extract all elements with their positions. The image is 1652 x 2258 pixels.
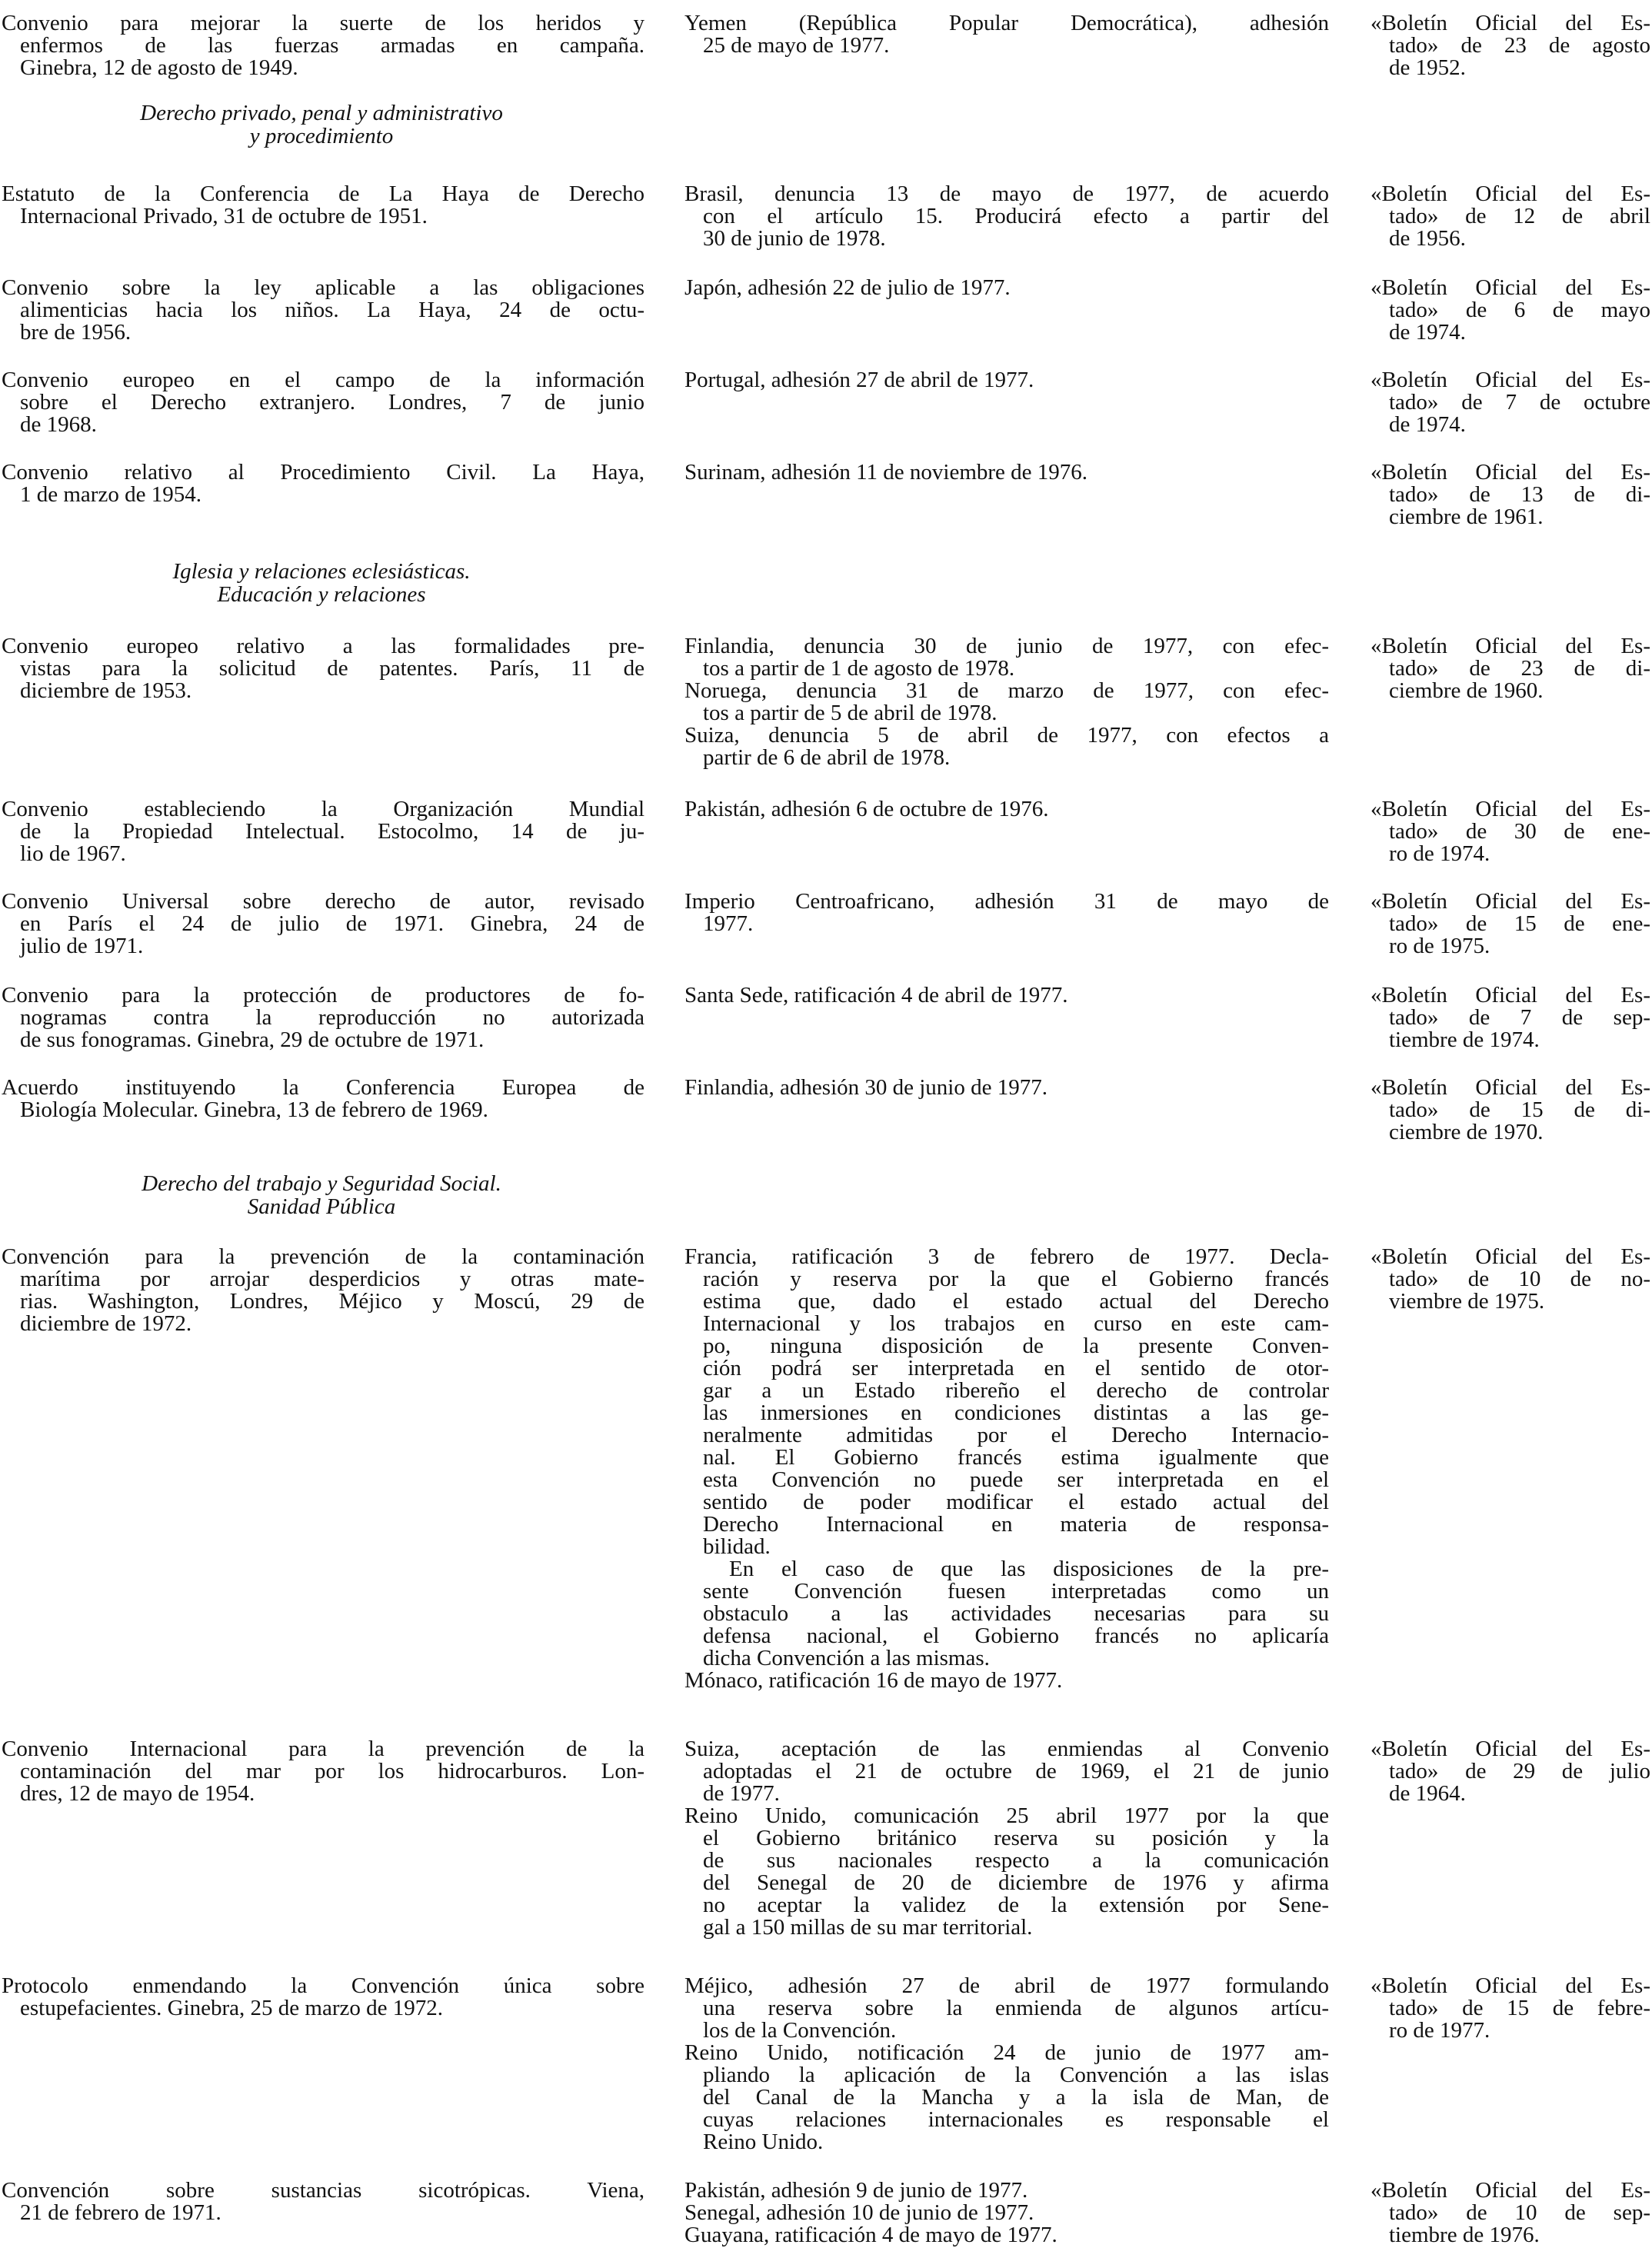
text-line: Convención para la prevención de la contaminación bbox=[2, 1244, 644, 1269]
bulletin-reference bbox=[1371, 1975, 1650, 2042]
text-line: ciembre de 1961. bbox=[1389, 505, 1544, 529]
text-line: julio de 1971. bbox=[20, 934, 144, 958]
text-line: Convenio relativo al Procedimiento Civil. La Haya, bbox=[2, 460, 644, 485]
text-line: de 1952. bbox=[1389, 55, 1466, 80]
text-line: «Boletín Oficial del Es- bbox=[1371, 182, 1650, 206]
action-text bbox=[684, 1738, 1329, 1939]
text-line: ciembre de 1960. bbox=[1389, 678, 1544, 703]
heading-line: Iglesia y relaciones eclesiásticas. bbox=[172, 559, 471, 584]
text-line: de 1964. bbox=[1389, 1781, 1466, 1806]
text-line: Convención sobre sustancias sicotrópicas. Viena, bbox=[2, 2178, 644, 2203]
section-heading bbox=[0, 102, 643, 148]
text-line: de la Propiedad Intelectual. Estocolmo, 14 de ju- bbox=[20, 819, 644, 844]
action-text bbox=[684, 12, 1329, 57]
text-line: Brasil, denuncia 13 de mayo de 1977, de acuerdo bbox=[684, 182, 1329, 206]
text-line: En el caso de que las disposiciones de la pre- bbox=[729, 1557, 1329, 1581]
text-line: partir de 6 de abril de 1978. bbox=[703, 745, 951, 770]
text-line: 30 de junio de 1978. bbox=[703, 226, 886, 251]
bulletin-reference bbox=[1371, 369, 1650, 436]
text-line: esta Convención no puede ser interpretada en el bbox=[703, 1467, 1329, 1492]
text-line: «Boletín Oficial del Es- bbox=[1371, 2178, 1650, 2203]
action-text bbox=[684, 1246, 1329, 1692]
text-line: 1977. bbox=[703, 911, 754, 936]
text-line: en París el 24 de julio de 1971. Ginebra, 24 de bbox=[20, 911, 644, 936]
text-line: el Gobierno británico reserva su posición y la bbox=[703, 1826, 1329, 1850]
text-line: Yemen (República Popular Democrática), adhesión bbox=[684, 11, 1329, 35]
text-line: una reserva sobre la enmienda de algunos artícu- bbox=[703, 1996, 1329, 2020]
text-line: Convenio europeo en el campo de la información bbox=[2, 368, 644, 392]
text-line: «Boletín Oficial del Es- bbox=[1371, 1244, 1650, 1269]
bulletin-reference bbox=[1371, 635, 1650, 702]
bulletin-reference bbox=[1371, 2180, 1650, 2246]
convention-text bbox=[2, 1077, 644, 1121]
text-line: Senegal, adhesión 10 de junio de 1977. bbox=[684, 2200, 1034, 2225]
text-line: tado» de 23 de di- bbox=[1389, 656, 1650, 681]
text-line: 25 de mayo de 1977. bbox=[703, 33, 890, 58]
text-line: tado» de 10 de sep- bbox=[1389, 2200, 1650, 2225]
text-line: tado» de 13 de di- bbox=[1389, 482, 1650, 507]
text-line: alimenticias hacia los niños. La Haya, 24 de octu- bbox=[20, 298, 644, 322]
text-line: tos a partir de 1 de agosto de 1978. bbox=[703, 656, 1015, 681]
text-line: Japón, adhesión 22 de julio de 1977. bbox=[684, 275, 1011, 300]
convention-text bbox=[2, 277, 644, 344]
text-line: nal. El Gobierno francés estima igualmente que bbox=[703, 1445, 1329, 1470]
text-line: marítima por arrojar desperdicios y otras mate- bbox=[20, 1267, 644, 1291]
text-line: tado» de 10 de no- bbox=[1389, 1267, 1650, 1291]
text-line: ro de 1977. bbox=[1389, 2018, 1490, 2043]
text-line: vistas para la solicitud de patentes. París, 11 de bbox=[20, 656, 644, 681]
section-heading bbox=[0, 1172, 643, 1218]
text-line: Surinam, adhesión 11 de noviembre de 1976. bbox=[684, 460, 1088, 485]
text-line: tado» de 6 de mayo bbox=[1389, 298, 1650, 322]
bulletin-reference bbox=[1371, 798, 1650, 865]
text-line: dicha Convención a las mismas. bbox=[703, 1646, 990, 1670]
text-line: tado» de 15 de febre- bbox=[1389, 1996, 1650, 2020]
text-line: «Boletín Oficial del Es- bbox=[1371, 1737, 1650, 1761]
text-line: po, ninguna disposición de la presente Conven- bbox=[703, 1334, 1329, 1358]
bulletin-reference bbox=[1371, 1738, 1650, 1805]
text-line: Internacional Privado, 31 de octubre de 1951. bbox=[20, 204, 428, 228]
text-line: Suiza, aceptación de las enmiendas al Convenio bbox=[684, 1737, 1329, 1761]
bulletin-reference bbox=[1371, 1246, 1650, 1313]
action-text bbox=[684, 1975, 1329, 2153]
text-line: Santa Sede, ratificación 4 de abril de 1977. bbox=[684, 983, 1068, 1007]
text-line: bre de 1956. bbox=[20, 320, 132, 345]
text-line: las inmersiones en condiciones distintas a las ge- bbox=[703, 1400, 1329, 1425]
text-line: sentido de poder modificar el estado actual del bbox=[703, 1490, 1329, 1514]
text-line: tado» de 30 de ene- bbox=[1389, 819, 1650, 844]
text-line: Convenio sobre la ley aplicable a las obligaciones bbox=[2, 275, 644, 300]
text-line: estima que, dado el estado actual del Derecho bbox=[703, 1289, 1329, 1314]
text-line: Protocolo enmendando la Convención única sobre bbox=[2, 1973, 644, 1998]
text-line: «Boletín Oficial del Es- bbox=[1371, 797, 1650, 821]
text-line: neralmente admitidas por el Derecho Internacio- bbox=[703, 1423, 1329, 1447]
text-line: ración y reserva por la que el Gobierno francés bbox=[703, 1267, 1329, 1291]
heading-line: y procedimiento bbox=[249, 124, 394, 148]
text-line: obstaculo a las actividades necesarias para su bbox=[703, 1601, 1329, 1626]
text-line: tado» de 7 de octubre bbox=[1389, 390, 1650, 415]
action-text bbox=[684, 798, 1329, 821]
text-line: tado» de 15 de di- bbox=[1389, 1097, 1650, 1122]
text-line: Internacional y los trabajos en curso en este cam- bbox=[703, 1311, 1329, 1336]
action-text bbox=[684, 984, 1329, 1007]
text-line: los de la Convención. bbox=[703, 2018, 897, 2043]
action-text bbox=[684, 277, 1329, 299]
text-line: Pakistán, adhesión 6 de octubre de 1976. bbox=[684, 797, 1049, 821]
convention-text bbox=[2, 2180, 644, 2224]
text-line: Convenio Internacional para la prevención de la bbox=[2, 1737, 644, 1761]
text-line: viembre de 1975. bbox=[1389, 1289, 1545, 1314]
text-line: gal a 150 millas de su mar territorial. bbox=[703, 1915, 1033, 1940]
text-line: tiembre de 1974. bbox=[1389, 1027, 1540, 1052]
text-line: de 1974. bbox=[1389, 320, 1466, 345]
convention-text bbox=[2, 369, 644, 436]
text-line: gar a un Estado ribereño el derecho de controlar bbox=[703, 1378, 1329, 1403]
text-line: de 1977. bbox=[703, 1781, 780, 1806]
convention-text bbox=[2, 891, 644, 957]
text-line: contaminación del mar por los hidrocarburos. Lon- bbox=[20, 1759, 644, 1783]
text-line: ción podrá ser interpretada en el sentido de otor- bbox=[703, 1356, 1329, 1380]
text-line: de sus fonogramas. Ginebra, 29 de octubre de 1971. bbox=[20, 1027, 485, 1052]
text-line: defensa nacional, el Gobierno francés no aplicaría bbox=[703, 1624, 1329, 1648]
text-line: Suiza, denuncia 5 de abril de 1977, con efectos a bbox=[684, 723, 1329, 748]
action-text bbox=[684, 369, 1329, 391]
action-text bbox=[684, 635, 1329, 769]
text-line: pliando la aplicación de la Convención a las islas bbox=[703, 2063, 1329, 2087]
text-line: Reino Unido, notificación 24 de junio de 1977 am- bbox=[684, 2040, 1329, 2065]
text-line: del Senegal de 20 de diciembre de 1976 y afirma bbox=[703, 1870, 1329, 1895]
text-line: tiembre de 1976. bbox=[1389, 2223, 1540, 2247]
text-line: Finlandia, adhesión 30 de junio de 1977. bbox=[684, 1075, 1047, 1100]
text-line: ro de 1975. bbox=[1389, 934, 1490, 958]
text-line: tado» de 29 de julio bbox=[1389, 1759, 1650, 1783]
heading-line: Derecho del trabajo y Seguridad Social. bbox=[142, 1171, 501, 1196]
convention-text bbox=[2, 984, 644, 1051]
text-line: Finlandia, denuncia 30 de junio de 1977, con efec- bbox=[684, 634, 1329, 658]
text-line: 21 de febrero de 1971. bbox=[20, 2200, 221, 2225]
text-line: diciembre de 1972. bbox=[20, 1311, 192, 1336]
bulletin-reference bbox=[1371, 277, 1650, 344]
text-line: Convenio para la protección de productores de fo- bbox=[2, 983, 644, 1007]
text-line: con el artículo 15. Producirá efecto a partir del bbox=[703, 204, 1329, 228]
text-line: Mónaco, ratificación 16 de mayo de 1977. bbox=[684, 1668, 1063, 1693]
action-text bbox=[684, 891, 1329, 935]
text-line: Ginebra, 12 de agosto de 1949. bbox=[20, 55, 298, 80]
text-line: tado» de 23 de agosto bbox=[1389, 33, 1650, 58]
text-line: tado» de 12 de abril bbox=[1389, 204, 1650, 228]
text-line: cuyas relaciones internacionales es responsable el bbox=[703, 2107, 1329, 2132]
text-line: 1 de marzo de 1954. bbox=[20, 482, 202, 507]
text-line: Francia, ratificación 3 de febrero de 1977. Decla- bbox=[684, 1244, 1329, 1269]
text-line: Noruega, denuncia 31 de marzo de 1977, con efec- bbox=[684, 678, 1329, 703]
convention-text bbox=[2, 183, 644, 228]
text-line: Derecho Internacional en materia de responsa- bbox=[703, 1512, 1329, 1537]
text-line: estupefacientes. Ginebra, 25 de marzo de 1972. bbox=[20, 1996, 443, 2020]
bulletin-reference bbox=[1371, 12, 1650, 79]
text-line: Méjico, adhesión 27 de abril de 1977 formulando bbox=[684, 1973, 1329, 1998]
convention-text bbox=[2, 1975, 644, 2020]
convention-text bbox=[2, 1738, 644, 1805]
text-line: tos a partir de 5 de abril de 1978. bbox=[703, 701, 998, 725]
bulletin-reference bbox=[1371, 984, 1650, 1051]
text-line: diciembre de 1953. bbox=[20, 678, 192, 703]
text-line: dres, 12 de mayo de 1954. bbox=[20, 1781, 255, 1806]
heading-line: Educación y relaciones bbox=[217, 582, 426, 607]
text-line: «Boletín Oficial del Es- bbox=[1371, 460, 1650, 485]
text-line: Reino Unido. bbox=[703, 2130, 824, 2154]
text-line: bilidad. bbox=[703, 1534, 771, 1559]
bulletin-reference bbox=[1371, 183, 1650, 250]
text-line: de 1968. bbox=[20, 412, 97, 437]
text-line: de sus nacionales respecto a la comunicación bbox=[703, 1848, 1329, 1873]
text-line: lio de 1967. bbox=[20, 841, 126, 866]
text-line: ro de 1974. bbox=[1389, 841, 1490, 866]
text-line: Convenio Universal sobre derecho de autor, revisado bbox=[2, 889, 644, 914]
text-line: Guayana, ratificación 4 de mayo de 1977. bbox=[684, 2223, 1057, 2247]
text-line: nogramas contra la reproducción no autorizada bbox=[20, 1005, 644, 1030]
text-line: «Boletín Oficial del Es- bbox=[1371, 1973, 1650, 1998]
convention-text bbox=[2, 12, 644, 79]
text-line: enfermos de las fuerzas armadas en campaña. bbox=[20, 33, 644, 58]
text-line: Biología Molecular. Ginebra, 13 de febrero de 1969. bbox=[20, 1097, 488, 1122]
text-line: «Boletín Oficial del Es- bbox=[1371, 889, 1650, 914]
section-heading bbox=[0, 560, 643, 606]
text-line: Convenio para mejorar la suerte de los heridos y bbox=[2, 11, 644, 35]
text-line: del Canal de la Mancha y a la isla de Man, de bbox=[703, 2085, 1329, 2110]
convention-text bbox=[2, 798, 644, 865]
text-line: tado» de 7 de sep- bbox=[1389, 1005, 1650, 1030]
text-line: Convenio estableciendo la Organización Mundial bbox=[2, 797, 644, 821]
bulletin-reference bbox=[1371, 461, 1650, 528]
text-line: Pakistán, adhesión 9 de junio de 1977. bbox=[684, 2178, 1028, 2203]
text-line: «Boletín Oficial del Es- bbox=[1371, 368, 1650, 392]
text-line: «Boletín Oficial del Es- bbox=[1371, 983, 1650, 1007]
text-line: sente Convención fuesen interpretadas como un bbox=[703, 1579, 1329, 1604]
action-text bbox=[684, 1077, 1329, 1099]
text-line: sobre el Derecho extranjero. Londres, 7 de junio bbox=[20, 390, 644, 415]
text-line: Convenio europeo relativo a las formalidades pre- bbox=[2, 634, 644, 658]
text-line: Portugal, adhesión 27 de abril de 1977. bbox=[684, 368, 1034, 392]
text-line: «Boletín Oficial del Es- bbox=[1371, 634, 1650, 658]
convention-text bbox=[2, 635, 644, 702]
text-line: «Boletín Oficial del Es- bbox=[1371, 1075, 1650, 1100]
text-line: Imperio Centroafricano, adhesión 31 de mayo de bbox=[684, 889, 1329, 914]
text-line: «Boletín Oficial del Es- bbox=[1371, 11, 1650, 35]
text-line: «Boletín Oficial del Es- bbox=[1371, 275, 1650, 300]
text-line: Acuerdo instituyendo la Conferencia Europea de bbox=[2, 1075, 644, 1100]
text-line: tado» de 15 de ene- bbox=[1389, 911, 1650, 936]
action-text bbox=[684, 183, 1329, 250]
text-line: ciembre de 1970. bbox=[1389, 1120, 1544, 1144]
heading-line: Sanidad Pública bbox=[247, 1194, 396, 1219]
action-text bbox=[684, 461, 1329, 484]
text-line: Reino Unido, comunicación 25 abril 1977 por la que bbox=[684, 1803, 1329, 1828]
bulletin-reference bbox=[1371, 1077, 1650, 1144]
convention-text bbox=[2, 461, 644, 506]
text-line: de 1974. bbox=[1389, 412, 1466, 437]
text-line: adoptadas el 21 de octubre de 1969, el 21 de junio bbox=[703, 1759, 1329, 1783]
text-line: rias. Washington, Londres, Méjico y Moscú, 29 de bbox=[20, 1289, 644, 1314]
text-line: Estatuto de la Conferencia de La Haya de Derecho bbox=[2, 182, 644, 206]
heading-line: Derecho privado, penal y administrativo bbox=[140, 101, 503, 125]
text-line: de 1956. bbox=[1389, 226, 1466, 251]
text-line: no aceptar la validez de la extensión por Sene- bbox=[703, 1893, 1329, 1917]
action-text bbox=[684, 2180, 1329, 2246]
bulletin-reference bbox=[1371, 891, 1650, 957]
convention-text bbox=[2, 1246, 644, 1335]
